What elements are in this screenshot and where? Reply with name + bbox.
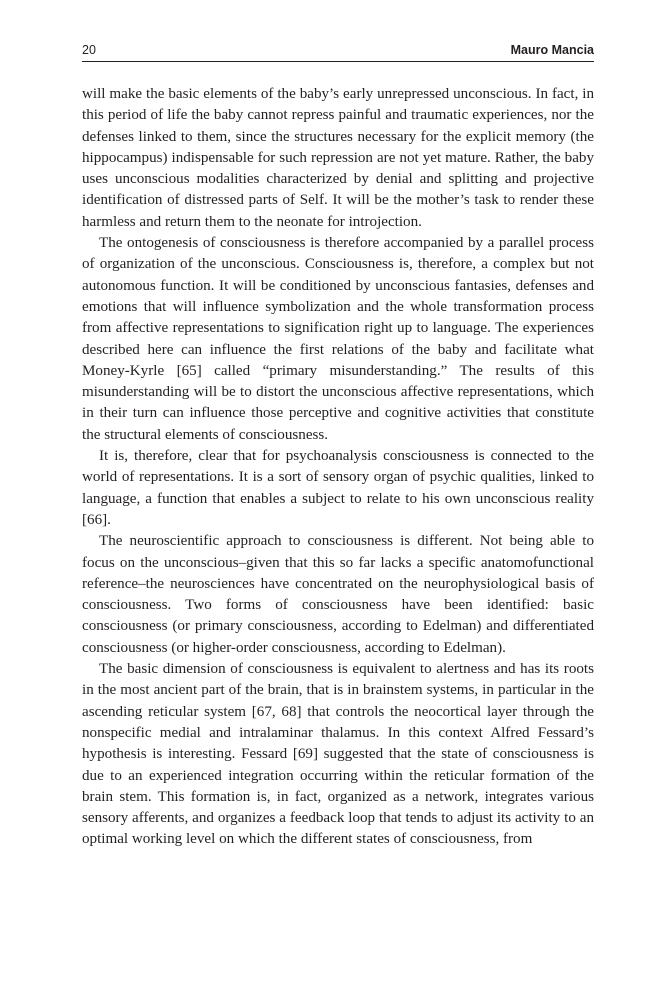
page-number: 20 — [82, 43, 96, 57]
body-text — [82, 84, 594, 851]
paragraph: It is, therefore, clear that for psychoanalysis consciousness is connected to the world of representations. It is a sort of sensory organ of psychic qualities, linked to language, a function that enables a subject to relate to his own unconscious reality [66]. — [82, 448, 594, 528]
paragraph: The neuroscientific approach to consciousness is different. Not being able to focus on the unconscious–given that this so far lacks a specific anatomofunctional reference–the neurosciences have concentrated on the neurophysiological basis of consciousness. Two forms of consciousness have been identified: basic consciousness (or primary consciousness, according to Edelman) and differentiated consciousness (or higher-order consciousness, according to Edelman). — [82, 533, 594, 656]
paragraph: The basic dimension of consciousness is equivalent to alertness and has its roots in the most ancient part of the brain, that is in brainstem systems, in particular in the ascending reticular system [67, 68] that controls the neocortical layer through the nonspecific medial and intralaminar thalamus. In this context Alfred Fessard’s hypothesis is interesting. Fessard [69] suggested that the state of consciousness is due to an experienced integration occurring within the reticular formation of the brain stem. This formation is, in fact, organized as a network, integrates various sensory afferents, and organizes a feedback loop that tends to adjust its activity to an optimal working level on which the different states of consciousness, from — [82, 661, 594, 848]
paragraph: The ontogenesis of consciousness is therefore accompanied by a parallel process of organization of the unconscious. Consciousness is, therefore, a complex but not autonomous function. It will be conditioned by unconscious fantasies, defenses and emotions that will influence symbolization and the whole transformation process from affective representations to signification right up to language. The experiences described here can influence the first relations of the baby and facilitate what Money-Kyrle [65] called “primary misunderstanding.” The results of this misunderstanding will be to distort the unconscious affective representations, which in their turn can influence those perceptive and cognitive activities that constitute the structural elements of consciousness. — [82, 235, 594, 443]
paragraph: will make the basic elements of the baby’s early unrepressed unconscious. In fact, in this period of life the baby cannot repress painful and traumatic experiences, nor the defenses linked to them, since the structures necessary for the explicit memory (the hippocampus) indispensable for such repression are not yet mature. Rather, the baby uses unconscious modalities characterized by denial and splitting and projective identification of distressed parts of Self. It will be the mother’s task to render these harmless and return them to the neonate for introjection. — [82, 86, 594, 230]
running-head-author: Mauro Mancia — [510, 43, 594, 57]
page-header — [82, 39, 594, 62]
